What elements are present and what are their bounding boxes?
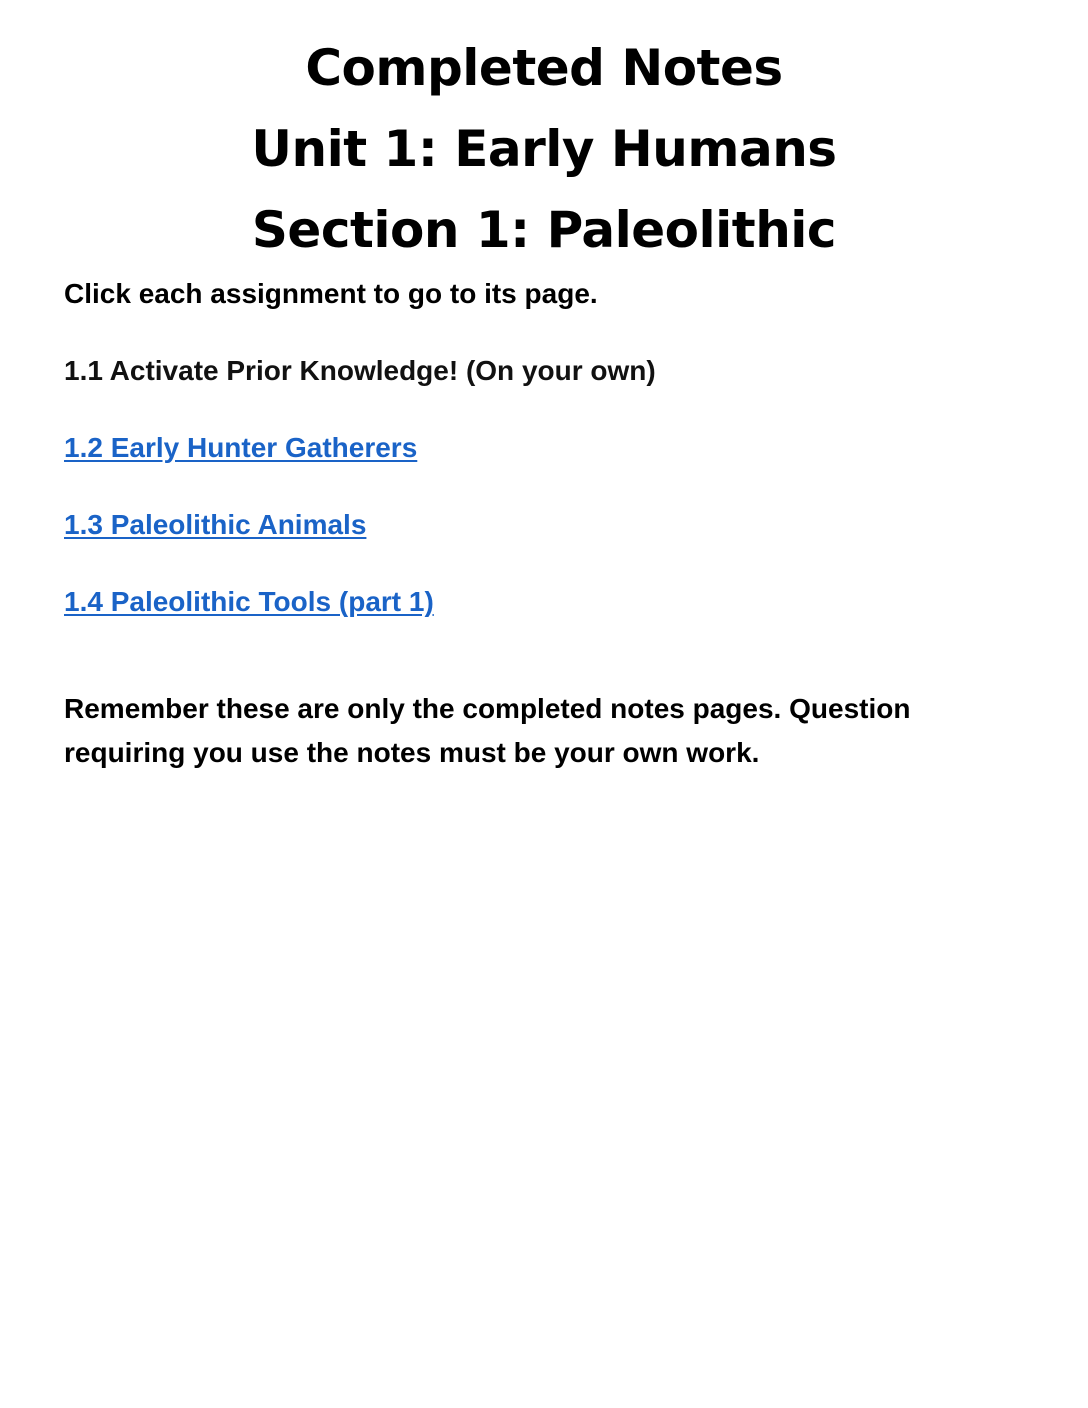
- assignment-1-4-item: [64, 580, 1024, 624]
- assignment-1-4-link[interactable]: 1.4 Paleolithic Tools (part 1): [64, 586, 434, 617]
- title-completed-notes: Completed Notes: [305, 39, 783, 97]
- assignment-1-1: 1.1 Activate Prior Knowledge! (On your own): [64, 355, 656, 386]
- assignment-1-3-link[interactable]: 1.3 Paleolithic Animals: [64, 509, 367, 540]
- reminder-text: Remember these are only the completed notes pages. Question requiring you use the notes must be your own work.: [64, 693, 911, 768]
- assignment-1-2-item: [64, 426, 1024, 470]
- assignment-1-3-item: [64, 503, 1024, 547]
- assignment-1-2-link[interactable]: 1.2 Early Hunter Gatherers: [64, 432, 418, 463]
- content-area: [64, 272, 1024, 775]
- intro-text: Click each assignment to go to its page.: [64, 278, 598, 309]
- title-block: [0, 28, 1088, 271]
- title-section: Section 1: Paleolithic: [251, 201, 837, 259]
- title-unit: Unit 1: Early Humans: [251, 120, 837, 178]
